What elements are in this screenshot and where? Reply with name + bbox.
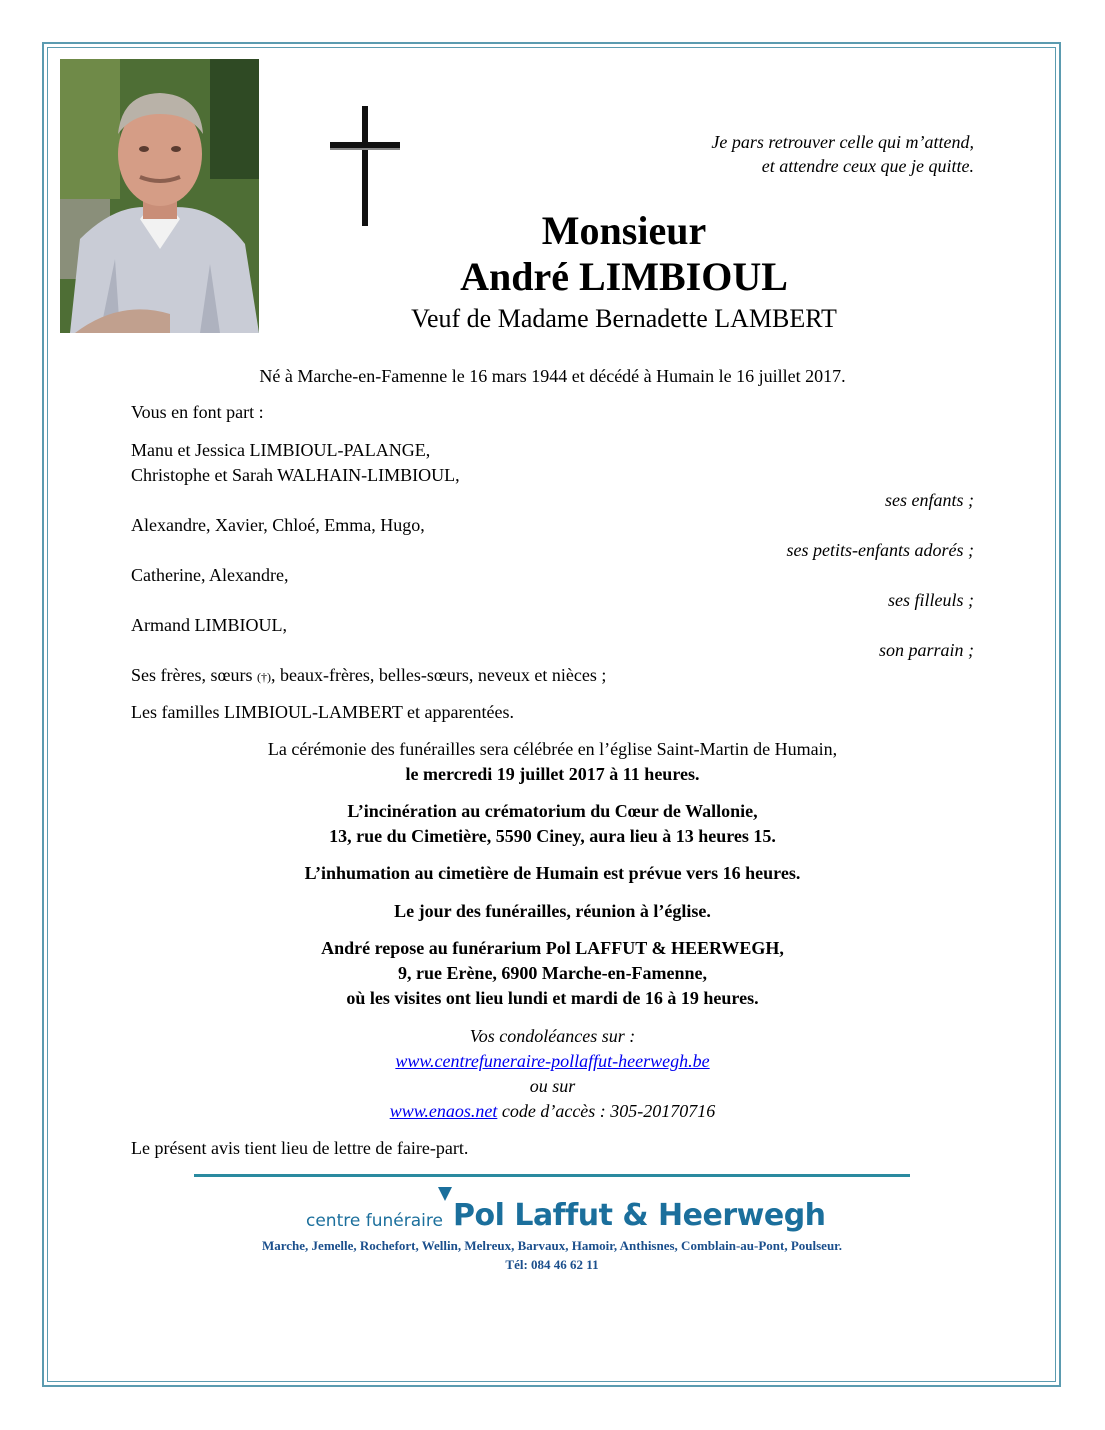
siblings-line (131, 663, 606, 690)
widower-line: Veuf de Madame Bernadette LAMBERT (411, 304, 837, 333)
rest-line-2: 9, rue Erène, 6900 Marche-en-Famenne, (397, 963, 708, 983)
godchildren-line: Catherine, Alexandre, (131, 565, 289, 585)
siblings-text-a: Ses frères, sœurs (131, 665, 257, 685)
closing-line: Le présent avis tient lieu de lettre de faire-part. (131, 1138, 469, 1158)
announce-line: Vous en font part : (131, 402, 264, 422)
logo-triangle-icon (438, 1187, 452, 1201)
birth-death-line: Né à Marche-en-Famenne le 16 mars 1944 et décédé à Humain le 16 juillet 2017. (259, 366, 846, 386)
grandchildren-role: ses petits-enfants adorés ; (786, 540, 974, 560)
condolences-intro: Vos condoléances sur : (469, 1026, 636, 1046)
deceased-header (300, 208, 948, 336)
godchildren-role: ses filleuls ; (888, 590, 974, 610)
funeral-center-link[interactable]: www.centrefuneraire-pollaffut-heerwegh.be (395, 1051, 710, 1071)
access-code: code d’accès : 305-20170716 (497, 1101, 716, 1121)
quote-line-2: et attendre ceux que je quitte. (761, 156, 974, 176)
logo-subtitle: centre funéraire (306, 1211, 443, 1231)
families-line: Les familles LIMBIOUL-LAMBERT et apparentées. (131, 702, 514, 722)
deceased-name: André LIMBIOUL (460, 254, 788, 299)
children-role: ses enfants ; (885, 490, 974, 510)
rest-line-1: André repose au funérarium Pol LAFFUT & HEERWEGH, (321, 938, 784, 958)
godfather-line: Armand LIMBIOUL, (131, 615, 287, 635)
honorific: Monsieur (541, 208, 707, 253)
ceremony-line-1: La cérémonie des funérailles sera célébrée en l’église Saint-Martin de Humain, (267, 739, 838, 759)
children-line-2: Christophe et Sarah WALHAIN-LIMBIOUL, (131, 465, 460, 485)
epitaph-quote (711, 130, 974, 178)
enaos-link[interactable]: www.enaos.net (389, 1101, 498, 1121)
reunion-line: Le jour des funérailles, réunion à l’église. (394, 901, 711, 921)
grandchildren-line: Alexandre, Xavier, Chloé, Emma, Hugo, (131, 515, 425, 535)
footer-divider (194, 1174, 910, 1177)
deceased-cross-mark: (†) (256, 670, 271, 684)
condolences-link-row-2 (131, 1099, 974, 1124)
siblings-text-b: , beaux-frères, belles-sœurs, neveux et nièces ; (270, 665, 607, 685)
quote-line-1: Je pars retrouver celle qui m’attend, (711, 132, 974, 152)
children-line-1: Manu et Jessica LIMBIOUL-PALANGE, (131, 440, 431, 460)
cremation-line-2: 13, rue du Cimetière, 5590 Ciney, aura lieu à 13 heures 15. (329, 826, 776, 846)
footer-phone: Tél: 084 46 62 11 (505, 1257, 599, 1272)
godfather-role: son parrain ; (878, 640, 974, 660)
logo-name: Pol Laffut & Heerwegh (453, 1198, 826, 1233)
portrait-photo (60, 59, 259, 333)
condolences-link-row-1 (131, 1049, 974, 1074)
cremation-line-1: L’incinération au crématorium du Cœur de Wallonie, (347, 801, 758, 821)
burial-line: L’inhumation au cimetière de Humain est prévue vers 16 heures. (304, 863, 801, 883)
footer-locations: Marche, Jemelle, Rochefort, Wellin, Melreux, Barvaux, Hamoir, Anthisnes, Comblain-au-Pont, Poulseur. (261, 1238, 843, 1253)
ceremony-date: le mercredi 19 juillet 2017 à 11 heures. (405, 764, 700, 784)
condolences-or: ou sur (529, 1076, 576, 1096)
rest-line-3: où les visites ont lieu lundi et mardi de 16 à 19 heures. (346, 988, 759, 1008)
